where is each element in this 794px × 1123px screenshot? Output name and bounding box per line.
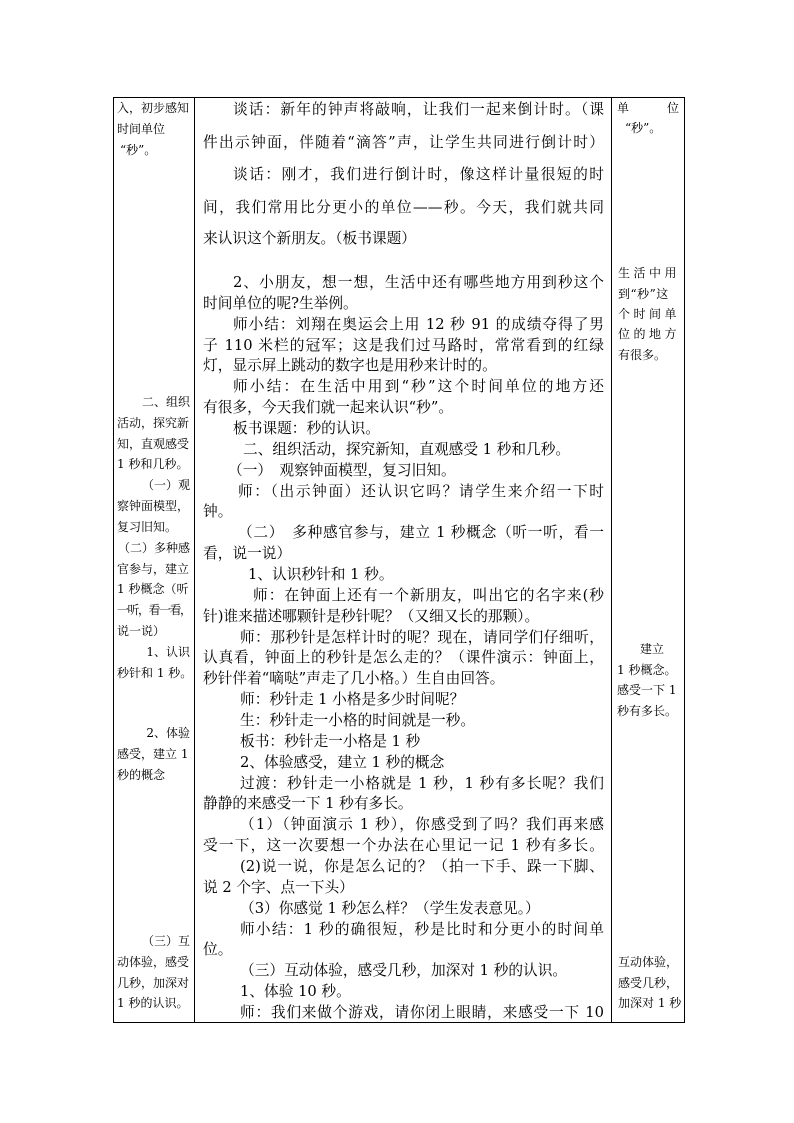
col3-unit-line <box>617 98 679 118</box>
col1-interact-line: 1 秒的认识。 <box>117 996 189 1010</box>
col2-body-line: 板书：秒针走一小格是 1 秒 <box>240 733 421 750</box>
col2-intro-line: 件出示钟面，伴随着“滴答”声，让学生共同进行倒计时） <box>203 134 604 151</box>
column-divider-2 <box>611 97 612 1023</box>
col1-experience-line: 秒的概念 <box>117 768 166 782</box>
col1-organize-line: 活动，探究新 <box>117 416 190 430</box>
col3-concept-line: 1 秒概念。 <box>617 663 677 677</box>
col1-organize-line: 察钟面模型， <box>117 499 190 513</box>
col2-body-line: 过渡：秒针走一小格就是 1 秒，1 秒有多长呢？我们 <box>240 775 604 792</box>
col2-body-line: 针)谁来描述哪颗针是秒针呢？（又细又长的那颗）。 <box>203 608 540 625</box>
col2-body-line: 2、体验感受，建立 1 秒的概念 <box>240 754 445 771</box>
col3-unit-left: 单 <box>617 101 630 115</box>
col3-interact-line: 加深对 1 秒 <box>618 996 682 1010</box>
column-divider-1 <box>194 97 195 1023</box>
col2-body-line: 灯，显示屏上跳动的数字也是用秒来计时的。 <box>203 357 497 374</box>
col2-intro-line: 谈话：新年的钟声将敲响，让我们一起来倒计时。（课 <box>233 101 604 118</box>
col2-body-line: 师小结：1 秒的确很短，秒是比时和分更小的时间单 <box>240 921 604 938</box>
col3-concept-line: 秒有多长。 <box>617 704 678 718</box>
col1-organize-line: 1 秒概念（听 <box>117 582 189 596</box>
col1-intro-line: 入，初步感知 <box>117 101 190 115</box>
col1-organize-line: 1 秒和几秒。 <box>117 457 189 471</box>
col1-intro-line: 时间单位 <box>117 122 166 136</box>
col2-intro-line: 间，我们常用比分更小的单位——秒。今天，我们就共同 <box>203 199 604 216</box>
col2-body-line: 2、小朋友，想一想，生活中还有哪些地方用到秒这个 <box>233 274 604 291</box>
col1-organize-line: 说一说） <box>117 624 166 638</box>
col3-unit-right: 位 <box>666 101 679 115</box>
col2-body-line: 1、认识秒针和 1 秒。 <box>248 566 394 583</box>
col1-interact-line: 动体验，感受 <box>117 955 190 969</box>
col2-body-line: 师：那秒针是怎样计时的呢？现在，请同学们仔细听， <box>240 629 604 646</box>
col3-life-line: 生活中用 <box>618 266 681 280</box>
col1-organize-line: 一听，看一看， <box>117 603 191 617</box>
col3-concept-line: 建立 <box>640 642 665 656</box>
col2-body-line: 板书课题：秒的认识。 <box>233 420 380 437</box>
col1-interact-heading: （三）互 <box>141 934 190 948</box>
col2-section-heading: 二、组织活动，探究新知，直观感受 1 秒和几秒。 <box>243 441 571 458</box>
col2-body-line: 位。 <box>203 941 233 958</box>
col2-subsection-heading: （三）互动体验，感受几秒，加深对 1 秒的认识。 <box>240 962 568 979</box>
col2-body-line: 师：我们来做个游戏，请你闭上眼睛，来感受一下 10 <box>240 1004 604 1021</box>
col2-body-line: 静静的来感受一下 1 秒有多长。 <box>203 795 413 812</box>
col2-body-line: 1、体验 10 秒。 <box>240 983 351 1000</box>
col2-intro-line: 来认识这个新朋友。（板书课题） <box>203 230 416 247</box>
col3-life-line: 到“秒”这 <box>618 287 669 301</box>
col1-organize-subheading: （二）多种感 <box>118 541 191 555</box>
col1-organize-line: 复习旧知。 <box>117 520 178 534</box>
col3-interact-line: 感受几秒， <box>618 976 679 990</box>
col1-organize-line: 秒针和 1 秒。 <box>117 666 193 680</box>
col2-body-line: 师小结：刘翔在奥运会上用 12 秒 91 的成绩夺得了男 <box>233 316 604 333</box>
col2-body-line: 有很多，今天我们就一起来认识“秒”。 <box>203 399 454 416</box>
col1-organize-subheading: 1、认识 <box>146 645 190 659</box>
col2-body-line: 秒针伴着“嘀哒”声走了几小格。）生自由回答。 <box>203 670 505 687</box>
col2-body-line: （3）你感觉 1 秒怎么样？（学生发表意见。） <box>240 900 540 917</box>
col1-intro-line: “秒”。 <box>120 143 157 157</box>
col2-intro-line: 谈话：刚才，我们进行倒计时，像这样计量很短的时 <box>233 166 604 183</box>
col2-body-line: 说 2 个字、点一下头） <box>203 879 354 896</box>
col2-body-line: 受一下，这一次要想一个办法在心里记一记 1 秒有多长。 <box>203 837 604 854</box>
col2-body-line: 师小结：在生活中用到“秒”这个时间单位的地方还 <box>233 378 604 395</box>
col2-subsection-heading: （二） 多种感官参与，建立 1 秒概念（听一听，看一 <box>238 524 604 541</box>
col1-organize-line: 知，直观感受 <box>117 437 190 451</box>
col3-life-line: 个时间单 <box>618 307 681 321</box>
col1-experience-heading: 2、体验 <box>146 726 190 740</box>
col3-life-line: 位的地方 <box>618 327 681 341</box>
col2-body-line: 子 110 米栏的冠军；这是我们过马路时，常常看到的红绿 <box>203 337 604 354</box>
col3-interact-line: 互动体验， <box>618 955 679 969</box>
col2-body-line: （1）（钟面演示 1 秒），你感受到了吗？我们再来感 <box>240 816 604 833</box>
col1-organize-subheading: （一）观 <box>141 478 190 492</box>
col1-experience-line: 感受，建立 1 <box>117 747 189 761</box>
col2-body-line: 看，说一说） <box>203 545 292 562</box>
col2-subsection-heading: （一） 观察钟面模型，复习旧知。 <box>228 462 456 479</box>
col1-organize-line: 官参与，建立 <box>117 562 190 576</box>
col3-life-line: 有很多。 <box>618 348 667 362</box>
col2-body-line: 钟。 <box>203 503 233 520</box>
col2-body-line: 师：秒针走 1 小格是多少时间呢？ <box>240 691 465 708</box>
col1-organize-heading: 二、组织 <box>141 395 190 409</box>
col2-body-line: 生：秒针走一小格的时间就是一秒。 <box>240 712 476 729</box>
col3-unit-sub: “秒”。 <box>625 121 662 135</box>
col2-body-line: 时间单位的呢?生举例。 <box>203 295 358 312</box>
col1-interact-line: 几秒，加深对 <box>117 976 190 990</box>
col2-body-line: (2)说一说，你是怎么记的？（拍一下手、跺一下脚、 <box>240 858 604 875</box>
col2-body-line: 师：（出示钟面）还认识它吗？请学生来介绍一下时 <box>238 483 604 500</box>
col3-concept-line: 感受一下 1 <box>617 683 677 697</box>
col2-body-line: 师：在钟面上还有一个新朋友，叫出它的名字来(秒 <box>253 587 604 604</box>
col2-body-line: 认真看，钟面上的秒针是怎么走的？（课件演示：钟面上， <box>203 649 604 666</box>
